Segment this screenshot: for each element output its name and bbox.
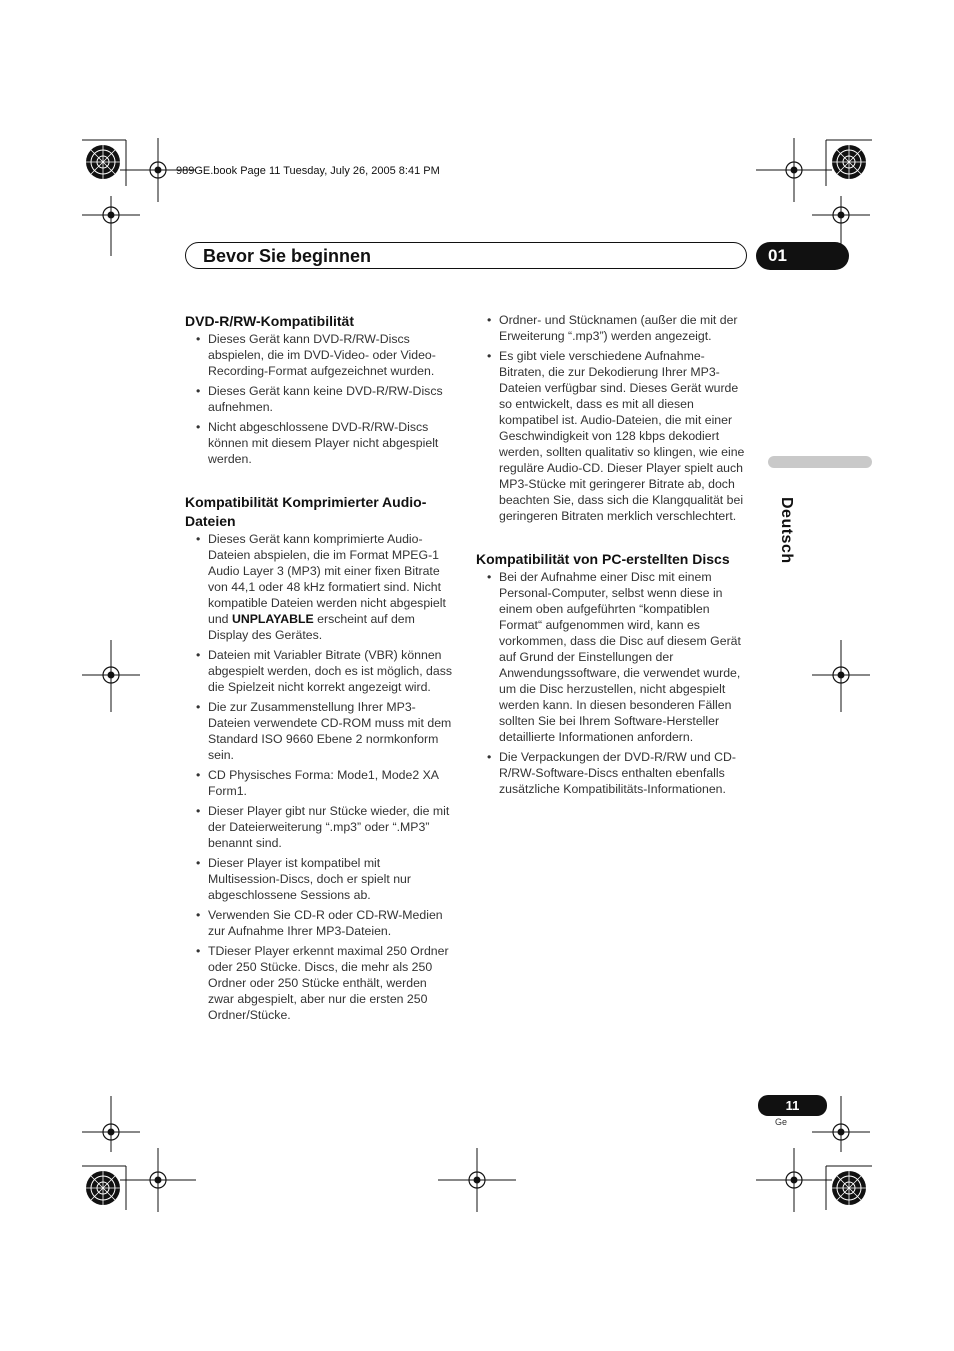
list-item: • TDieser Player erkennt maximal 250 Ordner oder 250 Stücke. Discs, die mehr als 250 Ordner oder 250 Stücke enthält, werden zwar abgespielt, aber nur die ersten 250 Ordner/Stücke. [185, 943, 455, 1023]
page-number: 11 [758, 1095, 827, 1116]
list-item: • Bei der Aufnahme einer Disc mit einem Personal-Computer, selbst wenn diese in einem oben aufgeführten “kompatiblen Format“ aufgenommen wird, kann es vorkommen, dass die Disc auf diesem Gerät auf Grund der Einstellungen der Anwendungssoftware, die verwendet wurde, um die Disc herzustellen, nicht abgespielt werden kann. In diesen besonderen Fällen sollten Sie bei Ihrem Software-Hersteller detaillierte Informationen anfordern. [476, 569, 746, 745]
spacer [476, 528, 746, 550]
language-tab-label: Deutsch [778, 497, 795, 564]
item-text: erscheint auf dem Display des Gerätes. [208, 612, 415, 642]
list-item: • Dieses Gerät kann keine DVD-R/RW-Discs aufnehmen. [185, 383, 455, 415]
list-item: • CD Physisches Forma: Mode1, Mode2 XA Form1. [185, 767, 455, 799]
list-item: • Verwenden Sie CD-R oder CD-RW-Medien zur Aufnahme Ihrer MP3-Dateien. [185, 907, 455, 939]
chapter-badge: 01 [756, 242, 849, 270]
language-tab-bar [768, 456, 872, 468]
mp3-notes-list [476, 312, 746, 524]
item-text: Dieses Gerät kann komprimierte Audio-Dateien abspielen, die im Format MPEG-1 Audio Layer 3 (MP3) mit einer fixen Bitrate von 44,1 oder 48 kHz formatiert sind. Nicht kompatible Dateien werden nicht abgespielt und [208, 532, 446, 626]
list-item: • Dieser Player gibt nur Stücke wieder, die mit der Dateierweiterung “.mp3” oder “.MP3” benannt sind. [185, 803, 455, 851]
right-column [476, 312, 746, 801]
pc-discs-list [476, 569, 746, 797]
unplayable-label: UNPLAYABLE [231, 612, 314, 626]
list-item: • Dateien mit Variabler Bitrate (VBR) können abgespielt werden, doch es ist möglich, dass die Spielzeit nicht korrekt angezeigt wird. [185, 647, 455, 695]
list-item: • Die zur Zusammenstellung Ihrer MP3-Dateien verwendete CD-ROM muss mit dem Standard ISO 9660 Ebene 2 normkonform sein. [185, 699, 455, 763]
spacer [185, 471, 455, 493]
list-item: • Nicht abgeschlossene DVD-R/RW-Discs können mit diesem Player nicht abgespielt werden. [185, 419, 455, 467]
section-heading-audio-compat: Kompatibilität Komprimierter Audio-Dateien [185, 494, 427, 529]
page-title: Bevor Sie beginnen [203, 246, 372, 266]
audio-compat-list [185, 531, 455, 1023]
list-item: • Es gibt viele verschiedene Aufnahme-Bitraten, die zur Dekodierung Ihrer MP3-Dateien verfügbar sind. Dieses Gerät wurde so entwickelt, dass es mit all diesen kompatibel ist. Audio-Dateien, die mit einer Geschwindigkeit von 128 kbps dekodiert werden, sollten qualitativ so klingen, wie eine reguläre Audio-CD. Dieser Player spielt auch MP3-Stücke mit geringerer Bitrate ab, doch beachten Sie, dass sich die Klangqualität bei geringeren Bitraten merklich verschlechtert. [476, 348, 746, 524]
page-language-code: Ge [775, 1117, 788, 1127]
list-item: • Dieses Gerät kann DVD-R/RW-Discs abspielen, die im DVD-Video- oder Video-Recording-Format aufgezeichnet wurden. [185, 331, 455, 379]
list-item: • Ordner- und Stücknamen (außer die mit der Erweiterung “.mp3”) werden angezeigt. [476, 312, 746, 344]
list-item [185, 531, 455, 643]
dvd-compat-list [185, 331, 455, 467]
list-item: • Dieser Player ist kompatibel mit Multisession-Discs, doch er spielt nur abgeschlossene Sessions ab. [185, 855, 455, 903]
list-item: • Die Verpackungen der DVD-R/RW und CD-R/RW-Software-Discs enthalten ebenfalls zusätzliche Kompatibilitäts-Informationen. [476, 749, 746, 797]
left-column [185, 312, 455, 1027]
section-heading-pc-discs: Kompatibilität von PC-erstellten Discs [476, 551, 730, 567]
section-heading-dvd-compat: DVD-R/RW-Kompatibilität [185, 313, 355, 329]
print-slug: 989GE.book Page 11 Tuesday, July 26, 2005 8:41 PM [176, 165, 440, 177]
